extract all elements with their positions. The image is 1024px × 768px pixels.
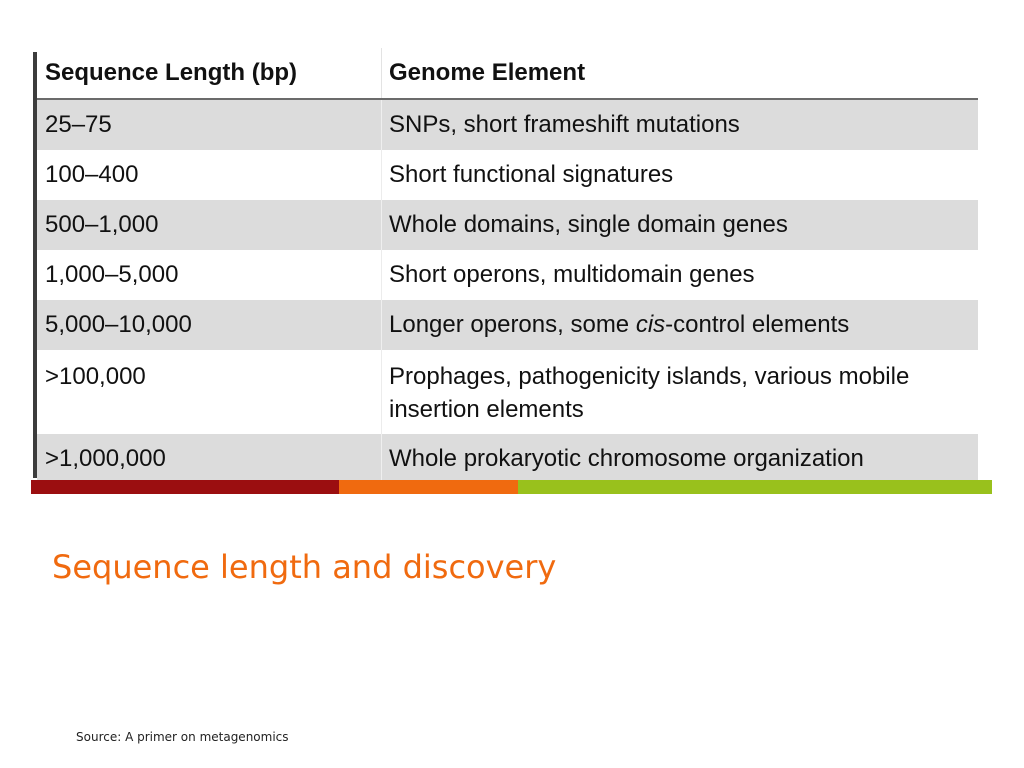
length-cell: >100,000 bbox=[37, 350, 382, 434]
element-cell: Whole prokaryotic chromosome organization bbox=[389, 445, 864, 472]
header-genome-element: Genome Element bbox=[389, 59, 586, 86]
length-cell: 25–75 bbox=[37, 100, 382, 150]
source-citation: Source: A primer on metagenomics bbox=[76, 730, 289, 744]
length-cell: 100–400 bbox=[37, 150, 382, 200]
element-cell bbox=[382, 350, 978, 434]
element-text-italic: cis bbox=[635, 311, 666, 338]
element-cell: SNPs, short frameshift mutations bbox=[389, 111, 740, 138]
accent-bar-green-segment bbox=[518, 480, 992, 494]
length-cell: 5,000–10,000 bbox=[37, 300, 382, 350]
element-cell bbox=[382, 300, 978, 350]
element-text-after: -control elements bbox=[665, 311, 850, 338]
slide-title: Sequence length and discovery bbox=[52, 548, 557, 586]
accent-color-bar bbox=[31, 480, 992, 494]
table-row bbox=[37, 434, 978, 484]
element-cell: Short functional signatures bbox=[389, 161, 674, 188]
table-row bbox=[37, 350, 978, 434]
element-cell: Short operons, multidomain genes bbox=[389, 261, 755, 288]
accent-bar-orange-segment bbox=[339, 480, 518, 494]
element-text-line2: insertion elements bbox=[389, 396, 584, 423]
length-cell: >1,000,000 bbox=[37, 434, 382, 484]
element-cell: Whole domains, single domain genes bbox=[389, 211, 788, 238]
table-row bbox=[37, 100, 978, 150]
length-cell: 1,000–5,000 bbox=[37, 250, 382, 300]
length-cell: 500–1,000 bbox=[37, 200, 382, 250]
table-row bbox=[37, 200, 978, 250]
table-row bbox=[37, 300, 978, 350]
accent-bar-red-segment bbox=[31, 480, 339, 494]
table-header-row bbox=[37, 44, 978, 100]
element-text-line1: Prophages, pathogenicity islands, various mobile bbox=[389, 363, 910, 390]
sequence-length-table bbox=[37, 44, 978, 484]
element-text-before: Longer operons, some bbox=[389, 311, 636, 338]
table-row bbox=[37, 150, 978, 200]
header-sequence-length: Sequence Length (bp) bbox=[37, 48, 382, 98]
table-row bbox=[37, 250, 978, 300]
